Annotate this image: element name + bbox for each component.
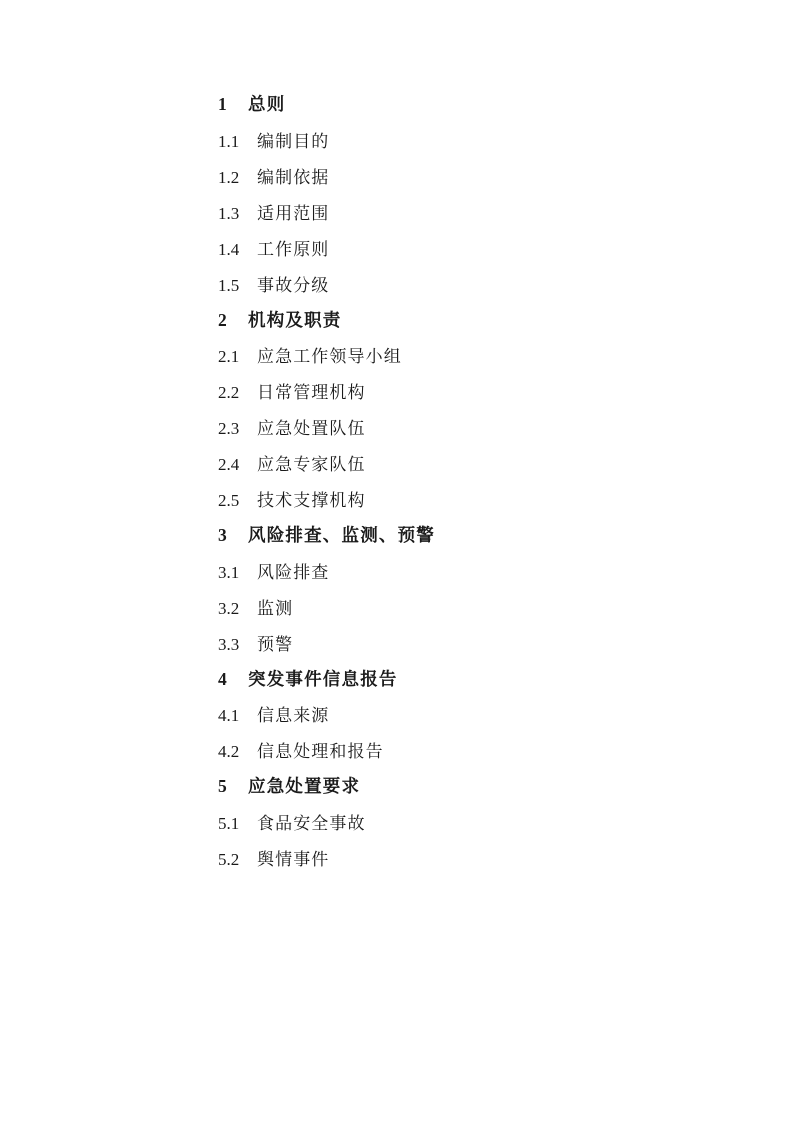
toc-entry-number: 1.5 [218,275,240,295]
toc-entry-number: 2 [218,309,228,330]
toc-entry-title: 应急专家队伍 [257,455,366,474]
toc-entry[interactable] [218,668,697,689]
toc-entry-title: 监测 [257,598,294,618]
toc-entry[interactable] [218,348,697,365]
toc-entry-number: 1.2 [218,167,240,187]
toc-entry-title: 舆情事件 [257,849,330,869]
toc-entry-title: 日常管理机构 [257,383,366,402]
toc-entry-title: 食品安全事故 [257,813,366,833]
table-of-contents [218,96,697,868]
toc-entry-number: 3.2 [218,598,240,618]
toc-entry[interactable] [218,851,697,868]
toc-entry-number: 1.3 [218,203,240,223]
toc-entry-number: 2.5 [218,491,240,510]
toc-entry-number: 1.4 [218,239,240,259]
toc-entry-title: 事故分级 [257,275,330,295]
toc-entry[interactable] [218,815,697,832]
toc-entry-title: 适用范围 [257,203,330,223]
toc-entry-number: 4.2 [218,742,240,761]
toc-entry-number: 5.1 [218,813,240,833]
toc-entry[interactable] [218,564,697,581]
toc-entry-title: 应急工作领导小组 [257,347,402,366]
toc-entry[interactable] [218,384,697,401]
toc-entry[interactable] [218,277,697,294]
toc-entry[interactable] [218,600,697,617]
toc-entry-title: 应急处置队伍 [257,419,366,438]
toc-entry-number: 5 [218,776,228,796]
toc-entry-number: 1 [218,94,228,114]
toc-entry[interactable] [218,133,697,150]
toc-entry-title: 编制目的 [257,131,330,151]
toc-entry-number: 2.1 [218,347,240,366]
toc-entry-number: 4 [218,668,228,689]
toc-entry[interactable] [218,169,697,186]
toc-entry-title: 技术支撑机构 [257,491,366,510]
toc-entry[interactable] [218,96,697,114]
toc-entry[interactable] [218,778,697,796]
toc-entry-number: 2.4 [218,455,240,474]
toc-entry-title: 风险排查、监测、预警 [248,525,435,545]
toc-entry-number: 3.1 [218,562,240,582]
toc-entry-title: 预警 [257,634,294,654]
toc-entry[interactable] [218,420,697,437]
toc-entry[interactable] [218,707,697,724]
toc-entry-title: 信息来源 [257,706,330,725]
toc-entry[interactable] [218,743,697,760]
toc-entry-title: 编制依据 [257,167,330,187]
toc-entry[interactable] [218,241,697,258]
toc-entry-title: 突发事件信息报告 [248,668,398,689]
toc-entry-title: 风险排查 [257,562,330,582]
toc-entry[interactable] [218,456,697,473]
toc-entry[interactable] [218,636,697,653]
toc-entry[interactable] [218,492,697,509]
toc-entry[interactable] [218,309,697,330]
toc-entry-number: 5.2 [218,849,240,869]
toc-entry-number: 2.3 [218,419,240,438]
toc-entry-number: 1.1 [218,131,240,151]
toc-entry-number: 4.1 [218,706,240,725]
toc-entry-title: 应急处置要求 [248,776,361,796]
toc-entry-title: 工作原则 [257,239,330,259]
toc-entry-title: 信息处理和报告 [257,742,384,761]
toc-entry-title: 机构及职责 [248,309,342,330]
toc-entry[interactable] [218,205,697,222]
toc-entry-title: 总则 [248,94,286,114]
toc-entry-number: 2.2 [218,383,240,402]
toc-entry-number: 3.3 [218,634,240,654]
toc-entry[interactable] [218,527,697,545]
toc-entry-number: 3 [218,525,228,545]
